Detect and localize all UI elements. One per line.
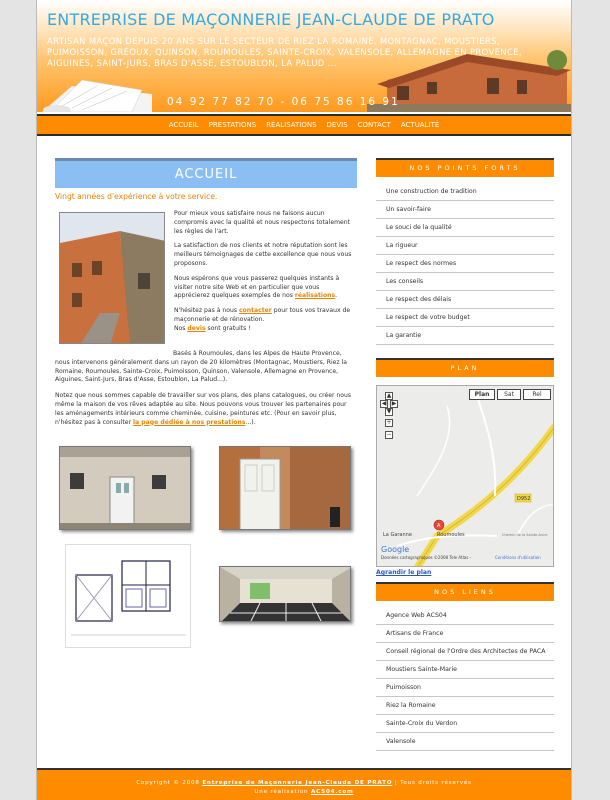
link-item[interactable]: Puimoisson — [376, 679, 554, 697]
map-place-roumoules: Roumoules — [437, 532, 465, 538]
site-title: ENTREPRISE DE MAÇONNERIE JEAN-CLAUDE DE PRATO — [47, 10, 495, 29]
link-item[interactable]: Riez la Romaine — [376, 697, 554, 715]
page-frame — [36, 0, 572, 800]
link-item[interactable]: Artisans de France — [376, 625, 554, 643]
pan-down-icon[interactable]: ▼ — [386, 408, 392, 415]
map-marker-label: A — [437, 523, 441, 529]
floor-plan-image[interactable] — [65, 544, 191, 648]
enlarge-map-link[interactable]: Agrandir le plan — [376, 569, 432, 576]
point-fort-item: La garantie — [376, 327, 554, 345]
interior-door-photo[interactable] — [219, 446, 351, 530]
prestations-page-link[interactable]: la page dédiée à nos prestations — [132, 418, 246, 426]
map-road-label: D952 — [517, 496, 531, 502]
credit-text: Une réalisation — [254, 789, 311, 795]
site-header — [37, 0, 571, 112]
point-fort-item: Un savoir-faire — [376, 201, 554, 219]
map-place-chemin: Chemin de la Sainte-Anne — [502, 533, 548, 537]
services-paragraph — [55, 392, 357, 427]
map-canvas[interactable] — [377, 386, 554, 567]
3d-room-render[interactable] — [219, 566, 351, 622]
site-subtitle: ARTISAN MAÇON DEPUIS 20 ANS SUR LE SECTEUR DE RIEZ LA ROMAINE, MONTAGNAC, MOUSTIERS, PUIMOISSON, GRÉOUX, QUINSON, ROUMOULES, SAINTE-CROIX, VALENSOLE, ALLEMAGNE EN PROVENCE, AIGUINES, SAINT-JURS, BRAS D'ASSE, ESTOUBLON, LA PALUD ... — [47, 36, 522, 68]
pan-left-icon[interactable]: ◀ — [381, 400, 387, 407]
rights-text: | Tous droits réservés — [392, 780, 472, 786]
para5-end: sont gratuits ! — [205, 324, 251, 332]
link-item[interactable]: Agence Web ACS04 — [376, 607, 554, 625]
intro-paragraph-3 — [174, 275, 356, 301]
map-type-relief-button[interactable]: Rel — [523, 389, 551, 400]
facade-photo[interactable] — [59, 446, 191, 530]
page-title: ACCUEIL — [55, 158, 357, 188]
google-logo: Google — [381, 545, 410, 554]
plan-section — [376, 358, 554, 576]
nav-accueil[interactable]: ACCUEIL — [168, 121, 199, 129]
zoom-in-icon[interactable]: + — [386, 419, 392, 426]
para3-end: . — [335, 292, 338, 300]
liens-heading: NOS LIENS — [376, 582, 554, 601]
para4-end: pour tous vos travaux de maçonnerie et de rénovation. — [174, 307, 351, 323]
point-fort-item: Le respect de votre budget — [376, 309, 554, 327]
contacter-link[interactable]: contacter — [238, 307, 272, 315]
nav-contact[interactable]: CONTACT — [357, 121, 391, 129]
intro-text — [174, 210, 356, 334]
phone-numbers: 04 92 77 82 70 - 06 75 86 16 91 — [167, 96, 400, 108]
map-conditions-link[interactable]: Conditions d'utilisation — [495, 555, 541, 560]
nav-realisations[interactable]: RÉALISATIONS — [266, 121, 317, 129]
region-paragraph: Basés à Roumoules, dans les Alpes de Haute Provence, nous intervenons généralement dans un rayon de 20 kilomètres (Montagnac, Moustiers, Riez la Romaine, Roumoules, Sainte-Croix, Puimoisson, Quinson, Valensole, Allemagne en Provence, Aiguines, Saint-Jurs, Bras d'Asse, Estoublon, La Palud...). — [55, 350, 347, 384]
intro-paragraph-5 — [174, 325, 356, 334]
point-fort-item: Le respect des normes — [376, 255, 554, 273]
main-content — [55, 158, 357, 426]
link-item[interactable]: Sainte-Croix du Verdon — [376, 715, 554, 733]
para5-text: Nos — [174, 324, 188, 332]
point-fort-item: La rigueur — [376, 237, 554, 255]
points-forts-list — [376, 183, 554, 345]
plan-heading: PLAN — [376, 358, 554, 377]
points-forts-section — [376, 158, 554, 345]
map-type-sat-button[interactable]: Sat — [497, 389, 521, 400]
devis-link[interactable]: devis — [187, 324, 206, 332]
main-nav — [37, 114, 571, 136]
agency-link[interactable]: ACS04.com — [310, 789, 354, 795]
nav-prestations[interactable]: PRESTATIONS — [208, 121, 257, 129]
intro-paragraph-1: Pour mieux vous satisfaire nous ne faisons aucun compromis avec la qualité et nous respectons totalement les règles de l'art. — [174, 210, 351, 235]
liens-section — [376, 582, 554, 751]
map-type-plan-button[interactable]: Plan — [469, 389, 495, 400]
link-item[interactable]: Conseil régional de l'Ordre des Architectes de PACA — [376, 643, 554, 661]
site-footer — [37, 768, 571, 800]
para7-text: Notez que nous sommes capable de travailler sur vos plans, des plans catalogues, ou créer nous même la maison de vos rêves adaptée au site. Nous pouvons vous trouver les partenaires pour les aménagements intérieurs comme cheminée, cuisine, peintures etc. (Pour en savoir plus, n'hésitez pas à consulter — [55, 392, 352, 426]
company-link[interactable]: Entreprise de Maçonnerie Jean-Claude DE PRATO — [202, 780, 393, 786]
point-fort-item: Le souci de la qualité — [376, 219, 554, 237]
point-fort-item: Les conseils — [376, 273, 554, 291]
link-item[interactable]: Valensole — [376, 733, 554, 751]
liens-list — [376, 607, 554, 751]
map-copyright: Données cartographiques ©2008 Tele Atlas - — [381, 555, 472, 560]
village-house-photo — [59, 212, 165, 344]
intro-paragraph-2: La satisfaction de nos clients et notre réputation sont les meilleurs témoignages de cette excellence que nous vous proposons. — [174, 242, 352, 267]
pan-up-icon[interactable]: ▲ — [386, 392, 392, 399]
nav-actualite[interactable]: ACTUALITÉ — [400, 121, 440, 129]
copyright-text: Copyright © 2008 — [136, 780, 203, 786]
points-forts-heading: NOS POINTS FORTS — [376, 158, 554, 177]
zoom-out-icon[interactable]: − — [386, 431, 392, 438]
intro-paragraph-4 — [174, 307, 356, 325]
point-fort-item: Le respect des délais — [376, 291, 554, 309]
realisations-link[interactable]: réalisations — [294, 292, 336, 300]
footer-line-1 — [37, 779, 571, 788]
map-place-la-garanne: La Garanne — [383, 532, 412, 538]
blueprint-papers-image — [42, 72, 152, 112]
tagline: Vingt années d'expérience à votre service. — [55, 192, 218, 201]
google-map[interactable] — [376, 385, 554, 567]
body-text — [55, 350, 357, 427]
point-fort-item: Une construction de tradition — [376, 183, 554, 201]
para3-text: Nous espérons que vous passerez quelques instants à visiter notre site Web et en particulier que vous apprécierez quelques exemples de nos — [174, 274, 340, 300]
para7-end: ...). — [245, 418, 256, 426]
para4-text: N'hésitez pas à nous — [174, 307, 239, 315]
link-item[interactable]: Moustiers Sainte-Marie — [376, 661, 554, 679]
footer-line-2 — [37, 788, 571, 797]
nav-devis[interactable]: DEVIS — [326, 121, 348, 129]
pan-right-icon[interactable]: ▶ — [391, 400, 397, 407]
